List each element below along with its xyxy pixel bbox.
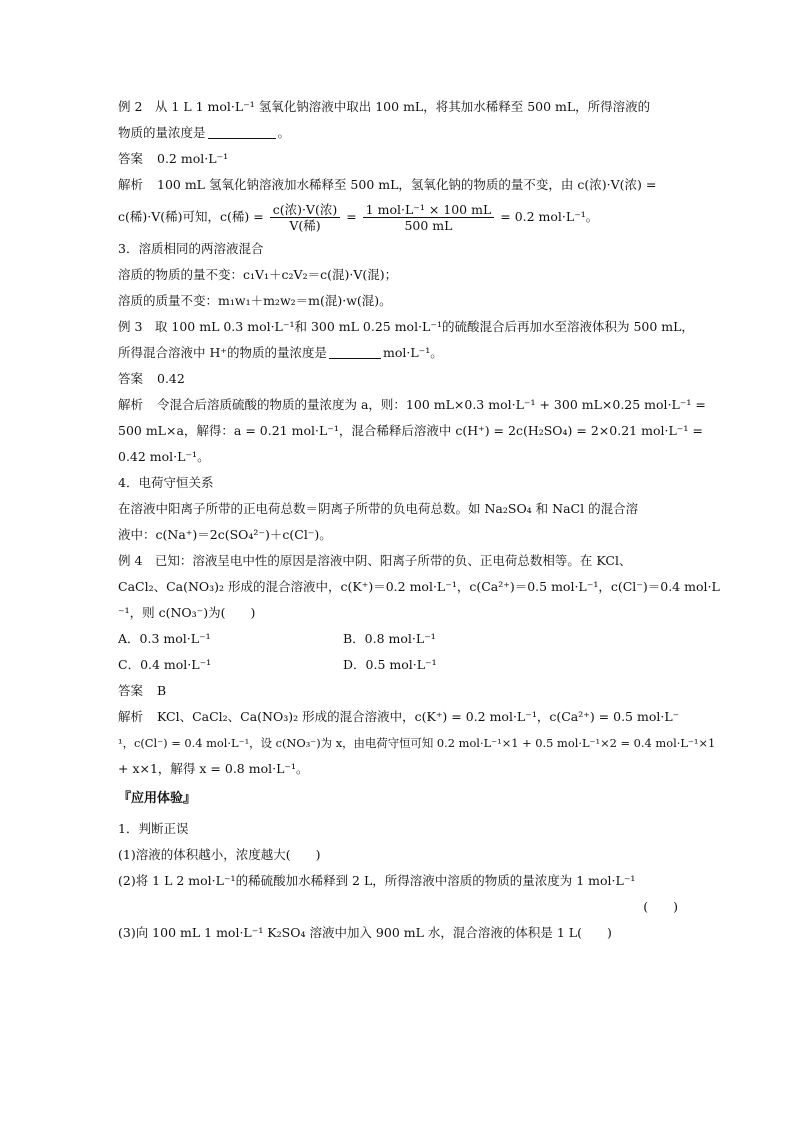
answer-blank — [208, 124, 276, 139]
example-4-question-line-3: ⁻¹，则 c(NO₃⁻)为( ) — [118, 605, 256, 620]
fraction-numerator: 1 mol·L⁻¹ × 100 mL — [363, 202, 495, 218]
example-4-options-row-2 — [118, 652, 678, 678]
answer-label: 答案 — [118, 371, 144, 386]
practice-item-2: (2)将 1 L 2 mol·L⁻¹的稀硫酸加水稀释到 2 L，所得溶液中溶质的物质的量浓度为 1 mol·L⁻¹ — [118, 873, 636, 888]
analysis-label: 解析 — [118, 397, 144, 412]
example-3-question-line-1: 例 3 取 100 mL 0.3 mol·L⁻¹和 300 mL 0.25 mol·L⁻¹的硫酸混合后再加水至溶液体积为 500 mL， — [118, 319, 694, 334]
example-2-analysis-line-1 — [118, 172, 678, 198]
example-2-analysis-line-2 — [118, 198, 678, 236]
unit-text: mol·L⁻¹。 — [382, 345, 443, 360]
section-3-title: 3．溶质相同的两溶液混合 — [118, 241, 264, 256]
analysis-text: KCl、CaCl₂、Ca(NO₃)₂ 形成的混合溶液中，c(K⁺) = 0.2 mol·L⁻¹，c(Ca²⁺) = 0.5 mol·L⁻ — [157, 709, 680, 724]
section-4-title: 4．电荷守恒关系 — [118, 475, 214, 490]
option-c: C．0.4 mol·L⁻¹ — [118, 657, 212, 672]
fraction-numeric — [363, 202, 495, 233]
answer-value: 0.2 mol·L⁻¹ — [157, 151, 229, 166]
option-d: D．0.5 mol·L⁻¹ — [343, 657, 437, 672]
equals-sign: = — [346, 209, 357, 224]
example-4-options-row-1 — [118, 626, 678, 652]
practice-item-2-answer-paren: ( ) — [643, 899, 678, 914]
section-4-line-2: 液中：c(Na⁺)＝2c(SO₄²⁻)＋c(Cl⁻)。 — [118, 527, 332, 542]
section-heading-practice — [118, 782, 678, 816]
example-2-question-text: 物质的量浓度是 — [118, 125, 206, 140]
example-3-analysis-line-1 — [118, 392, 706, 418]
heading-text: 应用体验 — [131, 791, 184, 806]
answer-label: 答案 — [118, 151, 144, 166]
document-page — [118, 94, 720, 946]
example-2-answer — [118, 146, 678, 172]
example-3-question-text: 所得混合溶液中 H⁺的物质的量浓度是 — [118, 345, 327, 360]
example-3-answer — [118, 366, 678, 392]
example-4-answer — [118, 678, 678, 704]
analysis-text: c(稀)·V(稀)可知，c(稀) = — [118, 209, 264, 224]
analysis-label: 解析 — [118, 709, 144, 724]
example-2-question-line-2 — [118, 120, 678, 146]
section-3-rule-1: 溶质的物质的量不变：c₁V₁＋c₂V₂＝c(混)·V(混)； — [118, 267, 398, 282]
analysis-label: 解析 — [118, 177, 144, 192]
analysis-text: 令混合后溶质硫酸的物质的量浓度为 a，则：100 mL×0.3 mol·L⁻¹ + 300 mL×0.25 mol·L⁻¹ = — [157, 397, 706, 412]
example-4-analysis-line-3: + x×1，解得 x = 0.8 mol·L⁻¹。 — [118, 761, 309, 776]
example-4-analysis-line-2: ¹，c(Cl⁻) = 0.4 mol·L⁻¹，设 c(NO₃⁻)为 x，由电荷守恒可知 0.2 mol·L⁻¹×1 + 0.5 mol·L⁻¹×2 = 0.4 mol·L⁻¹×1 — [118, 736, 716, 750]
answer-label: 答案 — [118, 683, 144, 698]
example-3-analysis-line-2: 500 mL×a，解得：a = 0.21 mol·L⁻¹，混合稀释后溶液中 c(H⁺) = 2c(H₂SO₄) = 2×0.21 mol·L⁻¹ = — [118, 423, 703, 438]
option-b: B．0.8 mol·L⁻¹ — [343, 631, 436, 646]
analysis-result: = 0.2 mol·L⁻¹。 — [500, 209, 599, 224]
heading-bracket-right: 』 — [183, 791, 197, 806]
option-a: A．0.3 mol·L⁻¹ — [118, 631, 211, 646]
fraction-concentrated-over-dilute — [270, 202, 341, 233]
example-3-analysis-line-3: 0.42 mol·L⁻¹。 — [118, 449, 210, 464]
analysis-text: 100 mL 氢氧化钠溶液加水稀释至 500 mL，氢氧化钠的物质的量不变，由 c(浓)·V(浓) = — [157, 177, 657, 192]
fraction-denominator: V(稀) — [289, 218, 321, 233]
example-4-question-line-1: 例 4 已知：溶液呈电中性的原因是溶液中阴、阳离子所带的负、正电荷总数相等。在 KCl、 — [118, 553, 632, 568]
answer-blank — [329, 344, 381, 359]
practice-title: 1．判断正误 — [118, 821, 189, 836]
section-4-line-1: 在溶液中阳离子所带的正电荷总数＝阴离子所带的负电荷总数。如 Na₂SO₄ 和 NaCl 的混合溶 — [118, 501, 639, 516]
period: 。 — [277, 125, 291, 140]
example-3-question-line-2 — [118, 340, 678, 366]
section-3-rule-2: 溶质的质量不变：m₁w₁＋m₂w₂＝m(混)·w(混)。 — [118, 293, 392, 308]
fraction-denominator: 500 mL — [404, 218, 453, 233]
example-2-question-line-1: 例 2 从 1 L 1 mol·L⁻¹ 氢氧化钠溶液中取出 100 mL，将其加水稀释至 500 mL，所得溶液的 — [118, 99, 651, 114]
practice-item-1: (1)溶液的体积越小，浓度越大( ) — [118, 847, 321, 862]
example-4-analysis-line-1 — [118, 704, 678, 730]
practice-item-3: (3)向 100 mL 1 mol·L⁻¹ K₂SO₄ 溶液中加入 900 mL 水，混合溶液的体积是 1 L( ) — [118, 925, 612, 940]
heading-bracket-left: 『 — [118, 791, 132, 806]
fraction-numerator: c(浓)·V(浓) — [270, 202, 341, 218]
answer-value: 0.42 — [157, 371, 185, 386]
answer-value: B — [157, 683, 167, 698]
example-4-question-line-2: CaCl₂、Ca(NO₃)₂ 形成的混合溶液中，c(K⁺)＝0.2 mol·L⁻¹，c(Ca²⁺)＝0.5 mol·L⁻¹，c(Cl⁻)＝0.4 mol·L — [118, 579, 720, 594]
